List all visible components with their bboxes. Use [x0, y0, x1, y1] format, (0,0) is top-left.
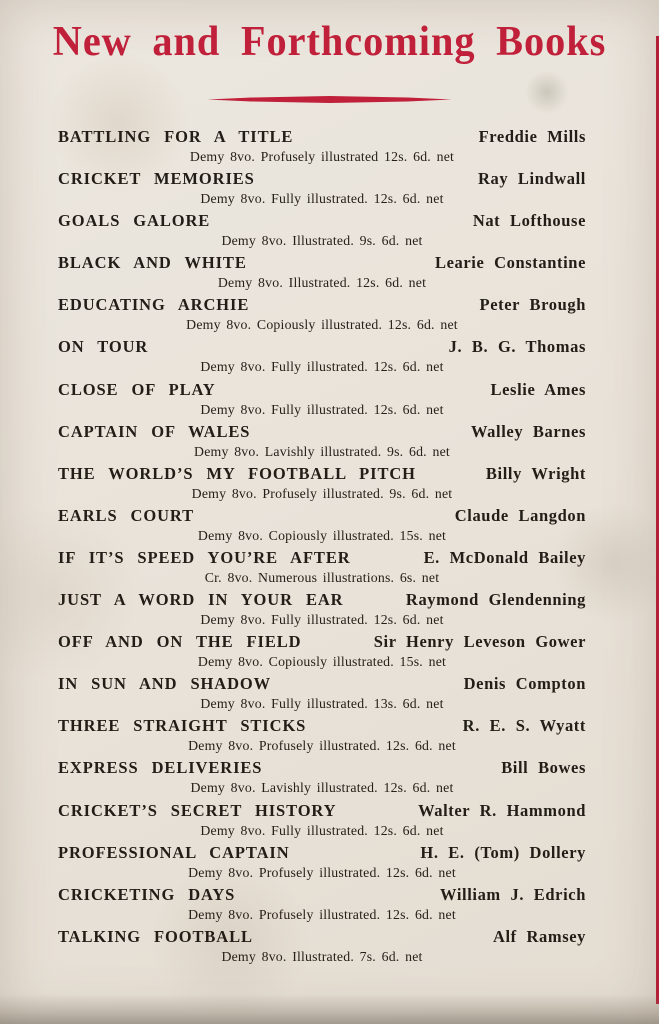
book-author: H. E. (Tom) Dollery — [420, 842, 586, 862]
book-entry — [58, 716, 586, 758]
book-entry — [58, 422, 586, 464]
book-title: BLACK AND WHITE — [58, 253, 247, 273]
book-entry — [58, 590, 586, 632]
book-details: Demy 8vo. Illustrated. 9s. 6d. net — [221, 233, 423, 249]
book-details: Demy 8vo. Fully illustrated. 12s. 6d. net — [200, 191, 444, 207]
book-title: EXPRESS DELIVERIES — [58, 758, 263, 778]
book-entry — [58, 127, 586, 169]
book-author: Walter R. Hammond — [418, 800, 586, 820]
book-title: TALKING FOOTBALL — [58, 926, 253, 946]
book-details: Demy 8vo. Profusely illustrated 12s. 6d. net — [189, 149, 455, 164]
book-author: Billy Wright — [485, 463, 586, 483]
book-details: Demy 8vo. Profusely illustrated. 12s. 6d. net — [188, 906, 456, 922]
book-title: GOALS GALORE — [58, 211, 211, 231]
book-entry — [58, 674, 586, 716]
book-entry — [58, 548, 586, 590]
book-author: Ray Lindwall — [477, 169, 586, 189]
book-author: Leslie Ames — [490, 379, 586, 399]
book-title: EDUCATING ARCHIE — [58, 295, 250, 315]
book-author: Learie Constantine — [435, 253, 586, 273]
book-list — [58, 127, 586, 969]
book-author: Claude Langdon — [454, 505, 586, 525]
title-divider-rule — [208, 96, 452, 103]
page-title: New and Forthcoming Books — [52, 19, 607, 65]
book-entry — [58, 632, 586, 674]
book-title: CRICKET’S SECRET HISTORY — [58, 800, 337, 820]
book-author: Denis Compton — [463, 674, 586, 694]
book-title: IN SUN AND SHADOW — [58, 674, 272, 694]
book-author: Bill Bowes — [501, 758, 586, 778]
book-title: THREE STRAIGHT STICKS — [58, 716, 307, 736]
book-details: Demy 8vo. Fully illustrated. 12s. 6d. net — [200, 359, 444, 375]
book-author: J. B. G. Thomas — [448, 337, 586, 357]
book-title: EARLS COURT — [58, 505, 195, 525]
book-details: Demy 8vo. Copiously illustrated. 12s. 6d. net — [186, 317, 458, 333]
book-entry — [58, 253, 586, 295]
book-entry — [58, 169, 586, 211]
book-details: Demy 8vo. Fully illustrated. 13s. 6d. net — [200, 696, 444, 712]
book-entry — [58, 506, 586, 548]
book-entry — [58, 380, 586, 422]
book-title: BATTLING FOR A TITLE — [58, 127, 294, 146]
book-title: THE WORLD’S MY FOOTBALL PITCH — [58, 463, 416, 483]
book-title: OFF AND ON THE FIELD — [58, 632, 302, 652]
book-author: Raymond Glendenning — [405, 590, 586, 610]
book-author: Sir Henry Leveson Gower — [373, 632, 586, 652]
book-title: CLOSE OF PLAY — [58, 379, 216, 399]
book-title: PROFESSIONAL CAPTAIN — [58, 842, 290, 862]
book-details: Demy 8vo. Illustrated. 7s. 6d. net — [221, 948, 423, 964]
book-title: CRICKETING DAYS — [58, 884, 236, 904]
book-entry — [58, 843, 586, 885]
book-author: R. E. S. Wyatt — [462, 716, 586, 736]
book-entry — [58, 295, 586, 337]
book-entry — [58, 211, 586, 253]
book-details: Cr. 8vo. Numerous illustrations. 6s. net — [204, 569, 440, 585]
book-author: William J. Edrich — [440, 884, 586, 904]
book-entry — [58, 758, 586, 800]
book-details: Demy 8vo. Profusely illustrated. 12s. 6d. net — [188, 864, 456, 880]
book-details: Demy 8vo. Lavishly illustrated. 9s. 6d. net — [194, 443, 450, 459]
book-title: IF IT’S SPEED YOU’RE AFTER — [58, 547, 351, 567]
book-details: Demy 8vo. Illustrated. 12s. 6d. net — [217, 275, 427, 291]
book-details: Demy 8vo. Profusely illustrated. 9s. 6d. net — [191, 485, 453, 501]
book-details: Demy 8vo. Fully illustrated. 12s. 6d. net — [200, 401, 444, 417]
book-entry — [58, 801, 586, 843]
page-bottom-shadow — [0, 994, 659, 1024]
book-author: Nat Lofthouse — [472, 211, 586, 231]
book-author: Freddie Mills — [478, 127, 586, 146]
book-details: Demy 8vo. Profusely illustrated. 12s. 6d. net — [188, 738, 456, 754]
book-details: Demy 8vo. Copiously illustrated. 15s. net — [197, 654, 447, 670]
book-details: Demy 8vo. Copiously illustrated. 15s. net — [197, 527, 447, 543]
book-author: E. McDonald Bailey — [423, 547, 586, 567]
book-title: JUST A WORD IN YOUR EAR — [58, 590, 344, 610]
book-title: CAPTAIN OF WALES — [58, 421, 251, 441]
book-details: Demy 8vo. Fully illustrated. 12s. 6d. net — [200, 822, 444, 838]
book-details: Demy 8vo. Lavishly illustrated. 12s. 6d. net — [190, 780, 454, 796]
page-header — [0, 0, 659, 103]
book-title: CRICKET MEMORIES — [58, 169, 255, 189]
book-entry — [58, 927, 586, 969]
book-author: Peter Brough — [479, 295, 586, 315]
book-entry — [58, 337, 586, 379]
book-author: Alf Ramsey — [492, 926, 586, 946]
book-title: ON TOUR — [58, 337, 149, 357]
book-entry — [58, 464, 586, 506]
book-entry — [58, 885, 586, 927]
book-author: Walley Barnes — [470, 421, 586, 441]
book-details: Demy 8vo. Fully illustrated. 12s. 6d. net — [200, 612, 444, 628]
